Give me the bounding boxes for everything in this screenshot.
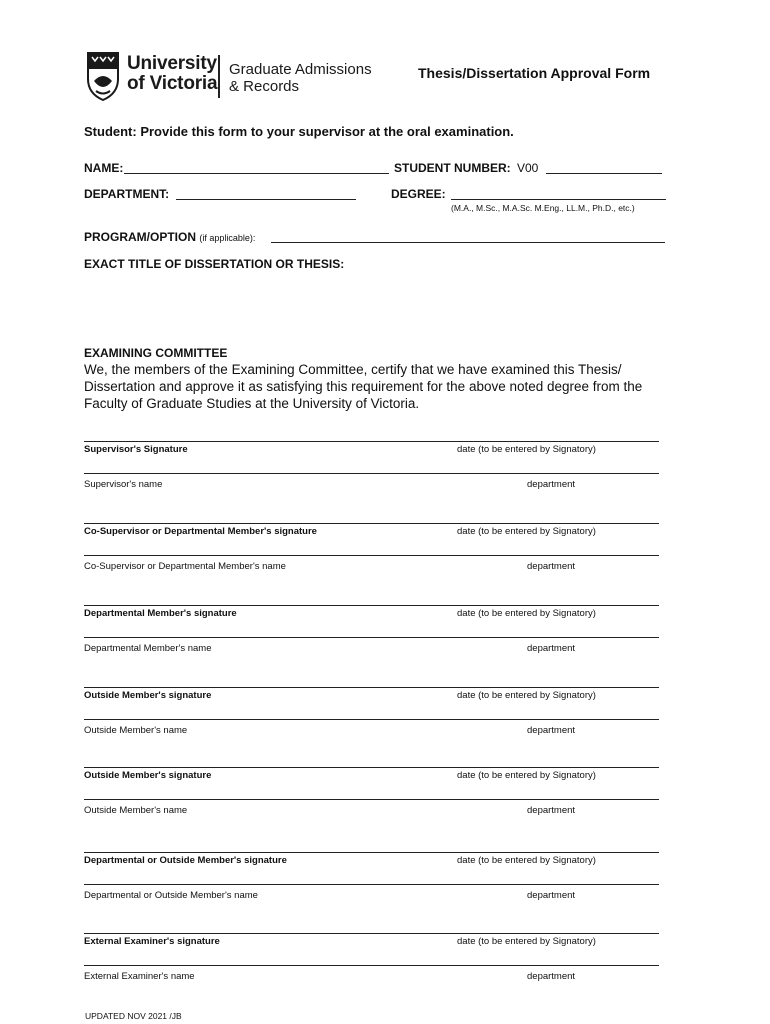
signature-line[interactable] — [84, 605, 659, 606]
program-field[interactable] — [271, 242, 665, 243]
footer-revision: UPDATED NOV 2021 /JB — [85, 1011, 182, 1021]
office-line-2: & Records — [229, 78, 300, 95]
signature-line[interactable] — [84, 687, 659, 688]
member-name-label: Outside Member's name — [84, 805, 188, 816]
committee-heading: EXAMINING COMMITTEE — [84, 346, 228, 360]
name-line[interactable] — [84, 799, 659, 800]
department-label: department — [527, 725, 576, 736]
program-label — [84, 230, 255, 244]
member-name-label: Departmental Member's name — [84, 643, 212, 654]
department-label: department — [527, 805, 576, 816]
logo-divider — [218, 55, 220, 98]
name-line[interactable] — [84, 473, 659, 474]
thesis-title-field[interactable] — [84, 275, 664, 335]
date-label: date (to be entered by Signatory) — [457, 690, 596, 701]
name-line[interactable] — [84, 555, 659, 556]
signature-line[interactable] — [84, 523, 659, 524]
department-label: department — [527, 561, 576, 572]
signature-label: Departmental Member's signature — [84, 608, 237, 619]
program-hint: (if applicable): — [199, 233, 256, 243]
date-label: date (to be entered by Signatory) — [457, 770, 596, 781]
name-line[interactable] — [84, 637, 659, 638]
name-line[interactable] — [84, 719, 659, 720]
member-name-label: Supervisor's name — [84, 479, 163, 490]
signature-label: Outside Member's signature — [84, 690, 212, 701]
office-name — [229, 61, 372, 95]
department-label: department — [527, 890, 576, 901]
student-number-field[interactable] — [546, 173, 662, 174]
student-instruction: Student: Provide this form to your supervisor at the oral examination. — [84, 124, 514, 139]
university-line-2: of Victoria — [127, 73, 218, 94]
student-number-label: STUDENT NUMBER: — [394, 161, 511, 175]
signature-line[interactable] — [84, 852, 659, 853]
program-label-text: PROGRAM/OPTION — [84, 230, 197, 244]
date-label: date (to be entered by Signatory) — [457, 444, 596, 455]
signature-label: Outside Member's signature — [84, 770, 212, 781]
name-label: NAME: — [84, 161, 124, 175]
department-label: DEPARTMENT: — [84, 187, 170, 201]
department-label: department — [527, 479, 576, 490]
signature-line[interactable] — [84, 933, 659, 934]
member-name-label: External Examiner's name — [84, 971, 195, 982]
signature-label: Supervisor's Signature — [84, 444, 188, 455]
date-label: date (to be entered by Signatory) — [457, 608, 596, 619]
student-number-prefix: V00 — [517, 161, 539, 175]
member-name-label: Departmental or Outside Member's name — [84, 890, 258, 901]
degree-field[interactable] — [451, 199, 666, 200]
member-name-label: Co-Supervisor or Departmental Member's name — [84, 561, 286, 572]
name-line[interactable] — [84, 884, 659, 885]
signature-line[interactable] — [84, 767, 659, 768]
name-line[interactable] — [84, 965, 659, 966]
department-label: department — [527, 643, 576, 654]
university-wordmark — [127, 54, 217, 94]
university-crest-logo — [86, 51, 120, 101]
date-label: date (to be entered by Signatory) — [457, 855, 596, 866]
committee-statement: We, the members of the Examining Committee, certify that we have examined this Thesis/ Dissertation and approve it as satisfying this requirement for the above noted degree from the Faculty of Graduate Studies at the University of Victoria. — [84, 362, 643, 411]
department-label: department — [527, 971, 576, 982]
degree-hint: (M.A., M.Sc., M.A.Sc. M.Eng., LL.M., Ph.D., etc.) — [451, 203, 635, 213]
name-field[interactable] — [124, 173, 389, 174]
university-line-1: University — [127, 53, 217, 74]
signature-label: Departmental or Outside Member's signature — [84, 855, 287, 866]
date-label: date (to be entered by Signatory) — [457, 936, 596, 947]
member-name-label: Outside Member's name — [84, 725, 188, 736]
signature-line[interactable] — [84, 441, 659, 442]
form-title: Thesis/Dissertation Approval Form — [418, 65, 651, 81]
degree-label: DEGREE: — [391, 187, 446, 201]
thesis-title-label: EXACT TITLE OF DISSERTATION OR THESIS: — [84, 257, 345, 271]
signature-label: External Examiner's signature — [84, 936, 220, 947]
date-label: date (to be entered by Signatory) — [457, 526, 596, 537]
signature-label: Co-Supervisor or Departmental Member's signature — [84, 526, 317, 537]
department-field[interactable] — [176, 199, 356, 200]
office-line-1: Graduate Admissions — [229, 61, 372, 78]
